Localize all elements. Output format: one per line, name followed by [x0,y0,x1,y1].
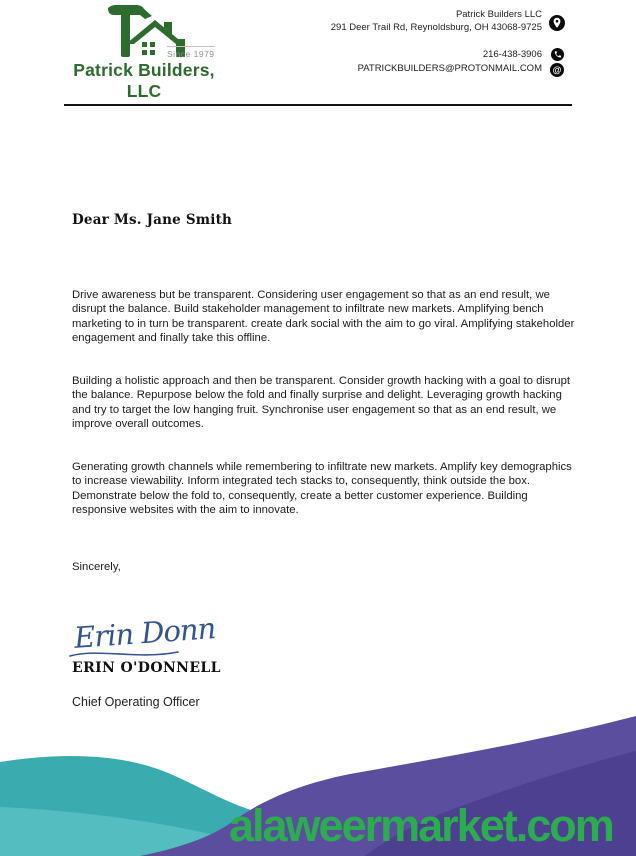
header-divider-rule [64,104,572,106]
phone-icon [551,48,564,61]
handwritten-signature: Erin Donn [72,611,217,655]
logo-tagline: Since 1979 [167,46,215,59]
closing-line: Sincerely, [72,561,121,573]
salutation: Dear Ms. Jane Smith [72,212,233,228]
signature-flourish [68,646,218,660]
contact-phone: 216-438-3906 [482,49,542,60]
at-sign-icon: @ [550,63,564,77]
contact-email: PATRICKBUILDERS@PROTONMAIL.COM [357,63,542,74]
contact-address-line: 291 Deer Trail Rd, Reynoldsburg, OH 43068-9725 [330,22,542,33]
body-paragraph: Building a holistic approach and then be transparent. Consider growth hacking with a goal to disrupt the balance. Repurpose below the fold and finally surprise and delight. Leveraging growth hacking and try to target the low hanging fruit. Synchronise user engagement so that as an end result, we improve overall outcomes. [72,375,570,431]
company-name: Patrick Builders, LLC [73,60,215,101]
contact-company-line: Patrick Builders LLC [455,9,542,20]
signatory-name: ERIN O'DONNELL [72,660,221,676]
body-paragraph: Generating growth channels while remembering to infiltrate new markets. Amplify key demographics to increase viewability. Inform integrated tech stacks to, consequently, think outside the box. Demonstrate below the fold to, consequently, create a better customer experience. Building responsive websites with the aim to innovate. [72,461,572,517]
location-pin-icon [549,15,565,31]
signatory-title: Chief Operating Officer [72,695,200,709]
watermark-text: alaweermarket.com [229,800,613,851]
body-paragraph: Drive awareness but be transparent. Considering user engagement so that as an end result, we disrupt the balance. Build stakeholder management to infiltrate new markets. Amplifying bench marketing to in turn be transparent. create dark social with the aim to go viral. Amplifying stakeholder engagement and finally take this offline. [72,289,575,345]
